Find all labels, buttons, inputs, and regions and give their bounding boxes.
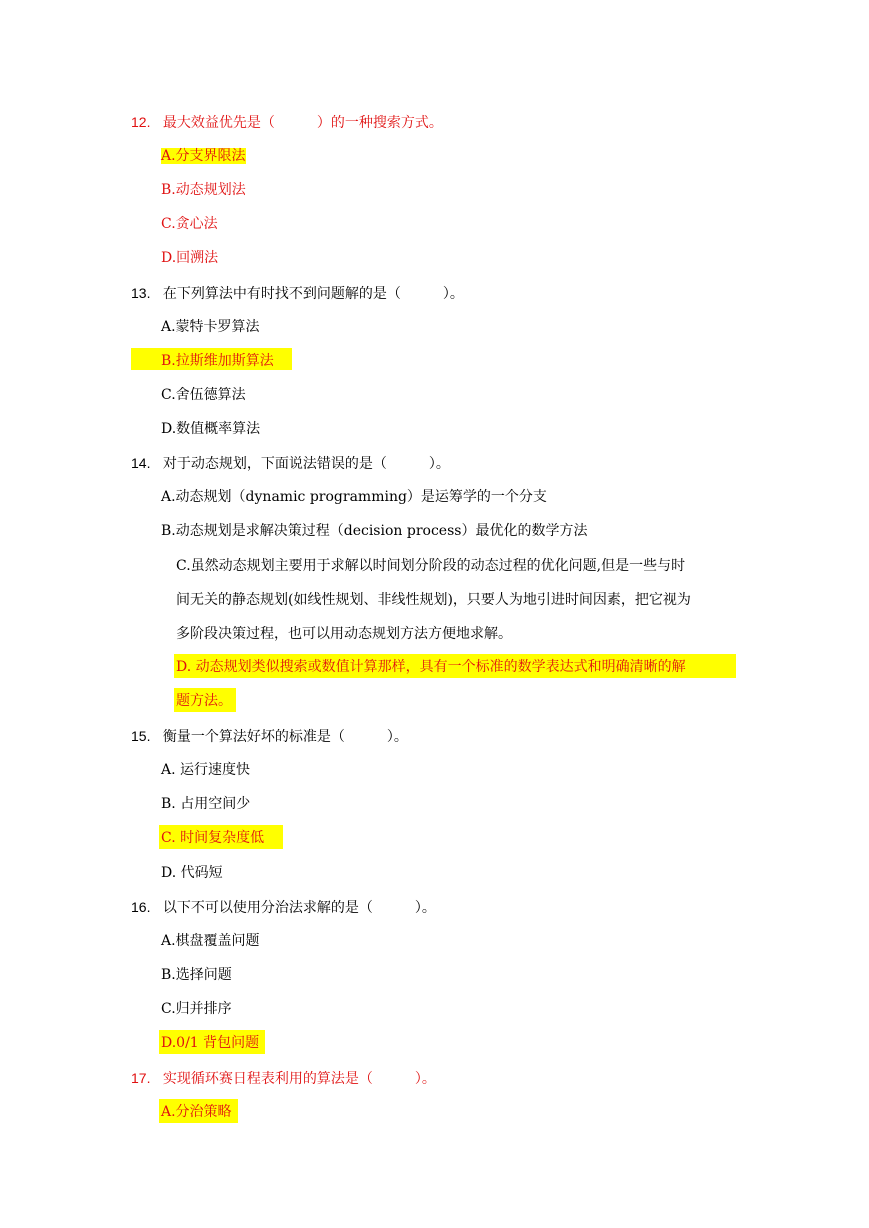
question-13-stem [131,283,464,304]
question-14-option-a: A.动态规划（dynamic programming）是运筹学的一个分支 [161,489,547,505]
question-12-option-d: D.回溯法 [161,250,219,266]
question-14-stem [131,453,450,474]
question-16-option-b: B.选择问题 [161,967,232,983]
question-13-answer-highlight [131,348,292,370]
question-13-option-b: B.拉斯维加斯算法 [161,353,274,369]
question-13-text: 在下列算法中有时找不到问题解的是（ ）。 [162,286,464,302]
question-16-option-c: C.归并排序 [161,1001,232,1017]
question-16-option-a: A.棋盘覆盖问题 [161,933,260,949]
question-12-text: 最大效益优先是（ ）的一种搜索方式。 [162,115,443,131]
question-16-answer-highlight [159,1030,265,1054]
question-16-option-d: D.0/1 背包问题 [161,1035,260,1051]
question-14-number: 14. [131,455,151,471]
question-15-option-b: B. 占用空间少 [161,796,251,812]
question-16-stem [131,897,436,918]
question-17-answer-highlight [159,1099,238,1123]
question-13-option-d: D.数值概率算法 [161,421,261,437]
question-12-stem [131,112,443,133]
question-13-option-c: C.舍伍德算法 [161,387,246,403]
question-17-text: 实现循环赛日程表利用的算法是（ ）。 [162,1071,436,1087]
question-14-option-b: B.动态规划是求解决策过程（decision process）最优化的数学方法 [161,523,588,539]
question-16-text: 以下不可以使用分治法求解的是（ ）。 [162,900,436,916]
question-14-option-d-line1: D. 动态规划类似搜索或数值计算那样，具有一个标准的数学表达式和明确清晰的解 [176,659,686,675]
question-13-option-a: A.蒙特卡罗算法 [161,319,260,335]
question-15-answer-highlight [159,825,283,849]
question-13-number: 13. [131,285,151,301]
question-15-text: 衡量一个算法好坏的标准是（ ）。 [162,729,408,745]
question-14-answer-highlight-line2 [174,688,236,712]
question-15-option-d: D. 代码短 [161,865,223,881]
question-14-option-c-line2: 间无关的静态规划(如线性规划、非线性规划)，只要人为地引进时间因素，把它视为 [176,592,691,608]
question-15-number: 15. [131,728,151,744]
question-15-option-c: C. 时间复杂度低 [161,830,265,846]
question-14-text: 对于动态规划，下面说法错误的是（ ）。 [162,456,450,472]
question-12-option-b: B.动态规划法 [161,182,246,198]
question-17-number: 17. [131,1070,151,1086]
question-12-option-a [161,146,246,166]
question-16-number: 16. [131,899,151,915]
question-17-stem [131,1068,436,1089]
question-14-option-c-line3: 多阶段决策过程，也可以用动态规划方法方便地求解。 [176,626,512,642]
question-14-option-c-line1: C.虽然动态规划主要用于求解以时间划分阶段的动态过程的优化问题,但是一些与时 [176,558,686,574]
question-14-answer-highlight-line1 [174,654,736,678]
question-12-number: 12. [131,114,151,130]
question-15-stem [131,726,408,747]
question-12-option-c: C.贪心法 [161,216,218,232]
question-14-option-d-line2: 题方法。 [176,693,232,709]
answer-highlight: A.分支界限法 [161,148,246,164]
question-17-option-a: A.分治策略 [161,1104,232,1120]
question-15-option-a: A. 运行速度快 [161,762,251,778]
